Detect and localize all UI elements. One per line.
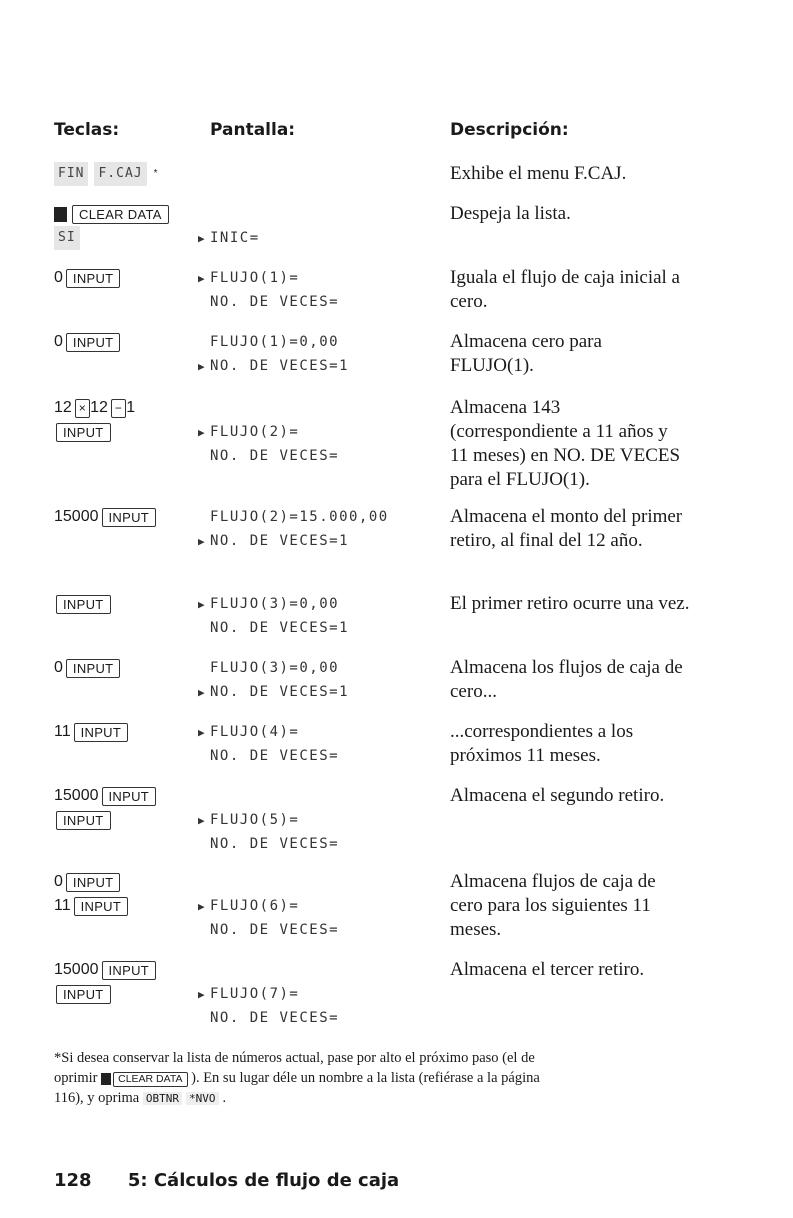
display-line (198, 656, 448, 680)
description-cell: Almacena el segundo retiro. (450, 785, 665, 806)
pointer-icon: ▶ (198, 726, 207, 739)
display-text: NO. DE VECES=1 (210, 358, 350, 374)
key-sequence-line (54, 720, 204, 744)
description-cell: El primer retiro ocurre una vez. (450, 593, 690, 614)
nvo-softkey: *NVO (186, 1092, 219, 1105)
display-line (198, 680, 448, 704)
pointer-icon: ▶ (198, 686, 207, 699)
footnote-text: 116), y oprima (54, 1090, 140, 1106)
keys-cell (54, 656, 204, 680)
description-cell: Almacena los flujos de caja de cero... (450, 657, 683, 702)
display-line (198, 529, 448, 553)
calculator-key: INPUT (66, 269, 121, 288)
display-cell (198, 592, 448, 640)
display-text: NO. DE VECES= (210, 836, 340, 852)
pointer-icon: ▶ (198, 232, 207, 245)
display-cell (198, 870, 448, 942)
calculator-key: CLEAR DATA (72, 205, 169, 224)
calculator-key: INPUT (66, 333, 121, 352)
key-sequence-line (54, 202, 204, 226)
number-entry: 12 (90, 399, 108, 416)
header-keys: Teclas: (54, 120, 120, 140)
display-text: NO. DE VECES=1 (210, 620, 350, 636)
key-sequence-line (54, 330, 204, 354)
key-sequence-line (54, 162, 204, 186)
display-cell (198, 656, 448, 704)
pointer-icon: ▶ (198, 988, 207, 1001)
display-text: FLUJO(4)= (210, 724, 300, 740)
description-cell: Almacena 143 (correspondiente a 11 años y 11 meses) en NO. DE VECES para el FLUJO(1). (450, 397, 681, 490)
display-text: NO. DE VECES= (210, 1010, 340, 1026)
display-text: INIC= (210, 230, 260, 246)
footnote-line-1: *Si desea conservar la lista de números actual, pase por alto el próximo paso (el de (54, 1050, 535, 1066)
keys-cell (54, 720, 204, 744)
display-text: FLUJO(2)=15.000,00 (210, 509, 389, 525)
keys-cell (54, 784, 204, 832)
calculator-key: INPUT (66, 659, 121, 678)
display-text: NO. DE VECES=1 (210, 533, 350, 549)
menu-softkey: FIN (54, 162, 88, 186)
obtnr-softkey: OBTNR (143, 1092, 182, 1105)
key-sequence-line (54, 894, 204, 918)
display-text: NO. DE VECES=1 (210, 684, 350, 700)
display-text: FLUJO(5)= (210, 812, 300, 828)
display-line (198, 784, 448, 808)
footnote (54, 1048, 674, 1109)
display-line (198, 870, 448, 894)
display-cell (198, 266, 448, 314)
description-cell: Almacena flujos de caja de cero para los siguientes 11 meses. (450, 871, 656, 940)
footnote-text: oprimir (54, 1070, 98, 1086)
display-line (198, 444, 448, 468)
display-line (198, 832, 448, 856)
display-line (198, 616, 448, 640)
display-cell (198, 958, 448, 1030)
description-cell: ...correspondientes a los próximos 11 meses. (450, 721, 634, 766)
footnote-text: . (222, 1090, 227, 1106)
keys-cell (54, 202, 204, 250)
shift-key-icon (101, 1073, 111, 1085)
chapter-title: 5: Cálculos de flujo de caja (127, 1170, 400, 1191)
pointer-icon: ▶ (198, 598, 207, 611)
display-cell (198, 202, 448, 250)
menu-softkey: F.CAJ (94, 162, 146, 186)
display-line (198, 505, 448, 529)
display-line (198, 958, 448, 982)
display-line (198, 290, 448, 314)
display-line (198, 420, 448, 444)
keys-cell (54, 266, 204, 290)
display-line (198, 592, 448, 616)
display-line (198, 744, 448, 768)
display-line (198, 808, 448, 832)
footnote-line-3 (54, 1088, 674, 1109)
display-text: NO. DE VECES= (210, 922, 340, 938)
display-line (198, 894, 448, 918)
key-sequence-line (54, 808, 204, 832)
display-line (198, 982, 448, 1006)
display-line (198, 1006, 448, 1030)
display-text: NO. DE VECES= (210, 748, 340, 764)
display-text: FLUJO(3)=0,00 (210, 596, 340, 612)
key-sequence-line (54, 505, 204, 529)
display-cell (198, 396, 448, 468)
description-cell: Despeja la lista. (450, 203, 571, 224)
menu-softkey: SI (54, 226, 80, 250)
display-text: NO. DE VECES= (210, 448, 340, 464)
pointer-icon: ▶ (198, 814, 207, 827)
pointer-icon: ▶ (198, 360, 207, 373)
calculator-key: INPUT (66, 873, 121, 892)
key-sequence-line (54, 982, 204, 1006)
footnote-line-2 (54, 1068, 674, 1088)
number-entry: 0 (54, 333, 63, 350)
display-line (198, 266, 448, 290)
shift-key-icon (54, 207, 67, 222)
description-cell: Iguala el flujo de caja inicial a cero. (450, 267, 680, 312)
header-description: Descripción: (450, 120, 569, 140)
key-sequence-line (54, 592, 204, 616)
number-entry: 15000 (54, 961, 99, 978)
calculator-key: INPUT (102, 961, 157, 980)
number-entry: 0 (54, 659, 63, 676)
display-text: NO. DE VECES= (210, 294, 340, 310)
description-cell: Almacena el tercer retiro. (450, 959, 645, 980)
calculator-key: INPUT (102, 508, 157, 527)
calculator-key: × (75, 399, 90, 418)
display-text: FLUJO(6)= (210, 898, 300, 914)
pointer-icon: ▶ (198, 900, 207, 913)
clear-data-key: CLEAR DATA (113, 1072, 187, 1087)
description-cell: Almacena el monto del primer retiro, al final del 12 año. (450, 506, 683, 551)
number-entry: 1 (126, 399, 136, 416)
calculator-key: INPUT (56, 423, 111, 442)
header-display: Pantalla: (210, 120, 296, 140)
display-cell (198, 784, 448, 856)
display-line (198, 202, 448, 226)
keys-cell (54, 505, 204, 529)
number-entry: 12 (54, 399, 72, 416)
key-sequence-line (54, 266, 204, 290)
display-text: FLUJO(1)=0,00 (210, 334, 340, 350)
pointer-icon: ▶ (198, 426, 207, 439)
display-line (198, 396, 448, 420)
display-text: FLUJO(3)=0,00 (210, 660, 340, 676)
display-cell (198, 330, 448, 378)
keys-cell (54, 592, 204, 616)
display-line (198, 226, 448, 250)
footnote-marker: * (153, 168, 158, 179)
display-text: FLUJO(1)= (210, 270, 300, 286)
keys-cell (54, 870, 204, 918)
keys-cell (54, 162, 204, 186)
calculator-key: INPUT (74, 723, 129, 742)
display-line (198, 354, 448, 378)
pointer-icon: ▶ (198, 272, 207, 285)
key-sequence-line (54, 226, 204, 250)
key-sequence-line (54, 870, 204, 894)
key-sequence-line (54, 420, 204, 444)
footnote-text: ). En su lugar déle un nombre a la lista (refiérase a la página (191, 1070, 540, 1086)
calculator-key: INPUT (74, 897, 129, 916)
calculator-key: INPUT (56, 985, 111, 1004)
number-entry: 11 (54, 897, 71, 914)
display-cell (198, 720, 448, 768)
keys-cell (54, 396, 204, 444)
display-cell (198, 505, 448, 553)
description-cell: Almacena cero para FLUJO(1). (450, 331, 602, 376)
keys-cell (54, 330, 204, 354)
number-entry: 11 (54, 723, 71, 740)
description-cell: Exhibe el menu F.CAJ. (450, 163, 627, 184)
calculator-key: INPUT (102, 787, 157, 806)
number-entry: 0 (54, 269, 63, 286)
number-entry: 15000 (54, 508, 99, 525)
display-line (198, 918, 448, 942)
key-sequence-line (54, 784, 204, 808)
page-number: 128 (54, 1170, 92, 1191)
calculator-key: INPUT (56, 595, 111, 614)
pointer-icon: ▶ (198, 535, 207, 548)
key-sequence-line (54, 656, 204, 680)
calculator-key: − (111, 399, 126, 418)
number-entry: 0 (54, 873, 63, 890)
display-text: FLUJO(2)= (210, 424, 300, 440)
display-text: FLUJO(7)= (210, 986, 300, 1002)
page-footer (54, 1170, 399, 1191)
keys-cell (54, 958, 204, 1006)
key-sequence-line (54, 396, 204, 420)
display-line (198, 720, 448, 744)
key-sequence-line (54, 958, 204, 982)
calculator-key: INPUT (56, 811, 111, 830)
number-entry: 15000 (54, 787, 99, 804)
display-line (198, 330, 448, 354)
